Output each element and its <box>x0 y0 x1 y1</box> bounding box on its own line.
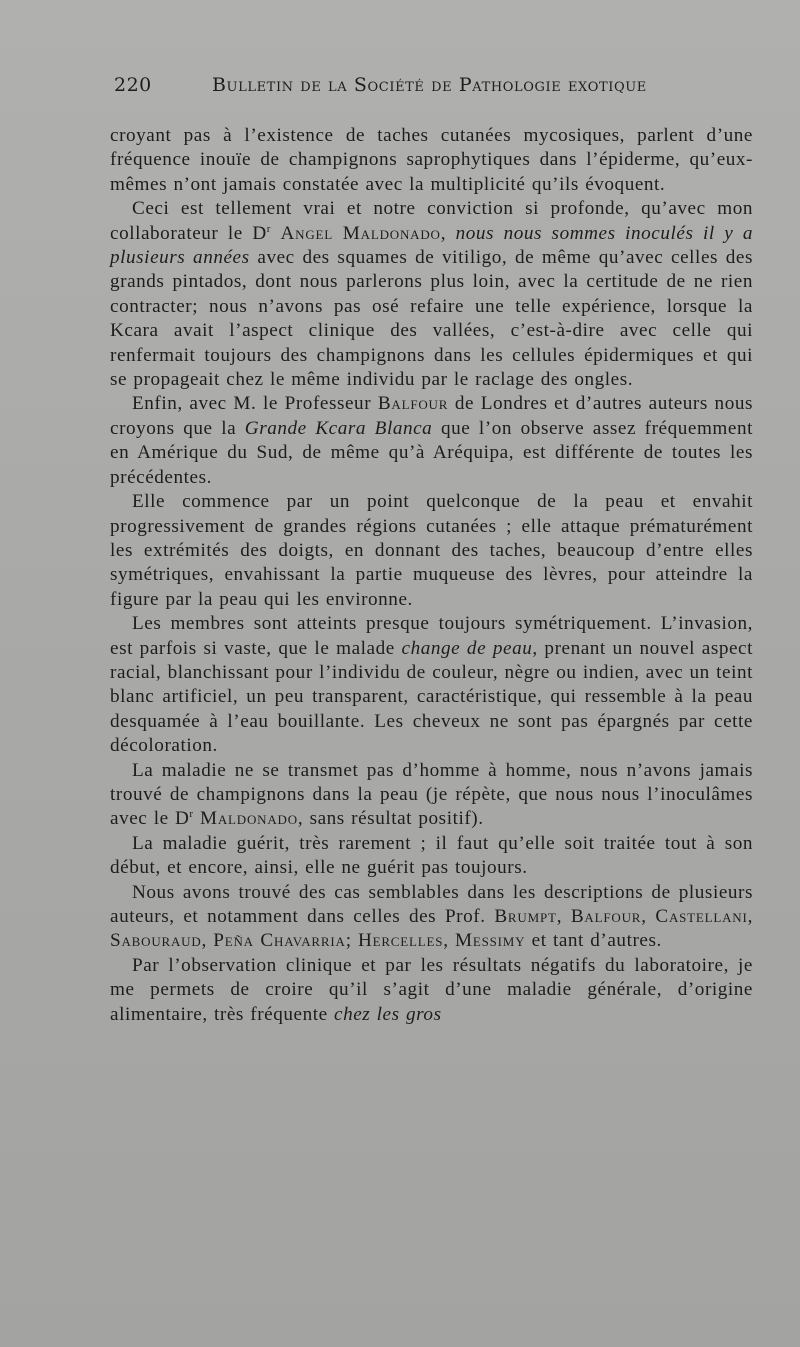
p8-text-a: Nous avons trouvé des cas semblables dans les descriptions de plusieurs auteurs, et notamment dans celles des Prof. <box>110 881 753 927</box>
paragraph-8 <box>110 881 753 954</box>
running-title: Bulletin de la Société de Pathologie exotique <box>212 74 647 96</box>
author-name: Messimy <box>454 930 526 952</box>
separator: , <box>201 930 214 952</box>
author-name: Maldonado <box>199 808 298 830</box>
paragraph-4: Elle commence par un point quelconque de la peau et envahit progressivement de grandes régions cutanées ; elle attaque prématurément les extrémités des doigts, en donnant des taches, beaucoup d’entre elles symétriques, envahissant la partie muqueuse des lèvres, pour atteindre la figure par la peau qui les environne. <box>110 491 753 610</box>
author-name: Angel Maldonado <box>280 222 441 244</box>
p2-text-c: avec des squames de vitiligo, de même qu’avec celles des grands pintados, dont nous parlerons plus loin, avec la certitude de ne rien contracter; nous n’avons pas osé refaire une telle expérience, lorsque la Kcara avait l’aspect clinique des vallées, c’est-à-dire avec celle qui renfermait toujours des champignons dans les cellules épidermiques et qui se propageait chez le même individu par le raclage des ongles. <box>110 247 753 391</box>
paragraph-7: La maladie guérit, très rarement ; il faut qu’elle soit traitée tout à son début, et encore, ainsi, elle ne guérit pas toujours. <box>110 832 753 879</box>
paragraph-2 <box>110 197 753 392</box>
separator: ; <box>345 930 358 952</box>
paragraph-3 <box>110 392 753 490</box>
p2-italic: nous nous sommes inoculés il y a plusieurs années <box>110 222 753 269</box>
paragraph-1: croyant pas à l’existence de taches cutanées mycosiques, parlent d’une fréquence inouïe de champignons saprophytiques dans l’épiderme, qu’eux-mêmes n’ont jamais constatée avec la multiplicité qu’ils évoquent. <box>110 125 753 195</box>
p2-text-b: , <box>440 222 456 244</box>
page-number: 220 <box>114 74 152 96</box>
p5-text-b: , prenant un nouvel aspect racial, blanchissant pour l’individu de couleur, nègre ou indien, avec un teint blanc artificiel, un peu transparent, caractéristique, qui ressemble à la peau desquamée à l’eau bouillante. Les cheveux ne sont pas épargnés par cette décoloration. <box>110 637 753 757</box>
author-name: Balfour <box>570 906 642 927</box>
p3-text-b: de Londres et d’autres auteurs nous croyons que la <box>110 393 754 439</box>
separator: , <box>747 906 753 927</box>
p3-text-c: que l’on observe assez fréquemment en Amérique du Sud, de même qu’à Aréquipa, est différente de toutes les précédentes. <box>110 417 753 488</box>
author-name: Hercelles <box>357 930 444 952</box>
page-header <box>110 74 760 104</box>
p6-text-a: La maladie ne se transmet pas d’homme à homme, nous n’avons jamais trouvé de champignons dans la peau (je répète, que nous nous l’inoculâmes avec le D <box>110 759 753 830</box>
p3-text-a: Enfin, avec M. le Professeur <box>132 393 378 415</box>
author-name: Balfour <box>377 393 449 415</box>
author-name: Castellani <box>655 906 748 927</box>
p2-text-a: Ceci est tellement vrai et notre conviction si profonde, qu’avec mon collaborateur le D <box>110 198 753 244</box>
p2-sup: r <box>266 222 271 235</box>
p5-text-a: Les membres sont atteints presque toujours symétriquement. L’invasion, est parfois si vaste, que le malade <box>110 613 753 659</box>
body-text <box>110 124 753 1027</box>
paragraph-9 <box>110 954 753 1027</box>
p6-text-b: , sans résultat positif). <box>297 808 484 830</box>
p3-italic: Grande Kcara Blanca <box>244 417 433 439</box>
separator: , <box>556 906 571 927</box>
author-name: Brumpt <box>494 906 557 927</box>
separator: , <box>443 930 455 952</box>
p6-sup: r <box>189 808 194 821</box>
separator: , <box>641 906 656 927</box>
p9-italic: chez les gros <box>334 1003 442 1025</box>
paragraph-5 <box>110 612 753 758</box>
p8-text-b: et tant d’autres. <box>525 930 662 952</box>
author-name: Peña Chavarria <box>213 930 346 952</box>
paragraph-6 <box>110 759 753 832</box>
p5-italic: change de peau <box>401 637 533 659</box>
p9-text-a: Par l’observation clinique et par les résultats négatifs du laboratoire, je me permets de croire qu’il s’agit d’une maladie générale, d’origine alimentaire, très fréquente <box>110 954 753 1025</box>
author-name: Sabouraud <box>110 930 202 952</box>
